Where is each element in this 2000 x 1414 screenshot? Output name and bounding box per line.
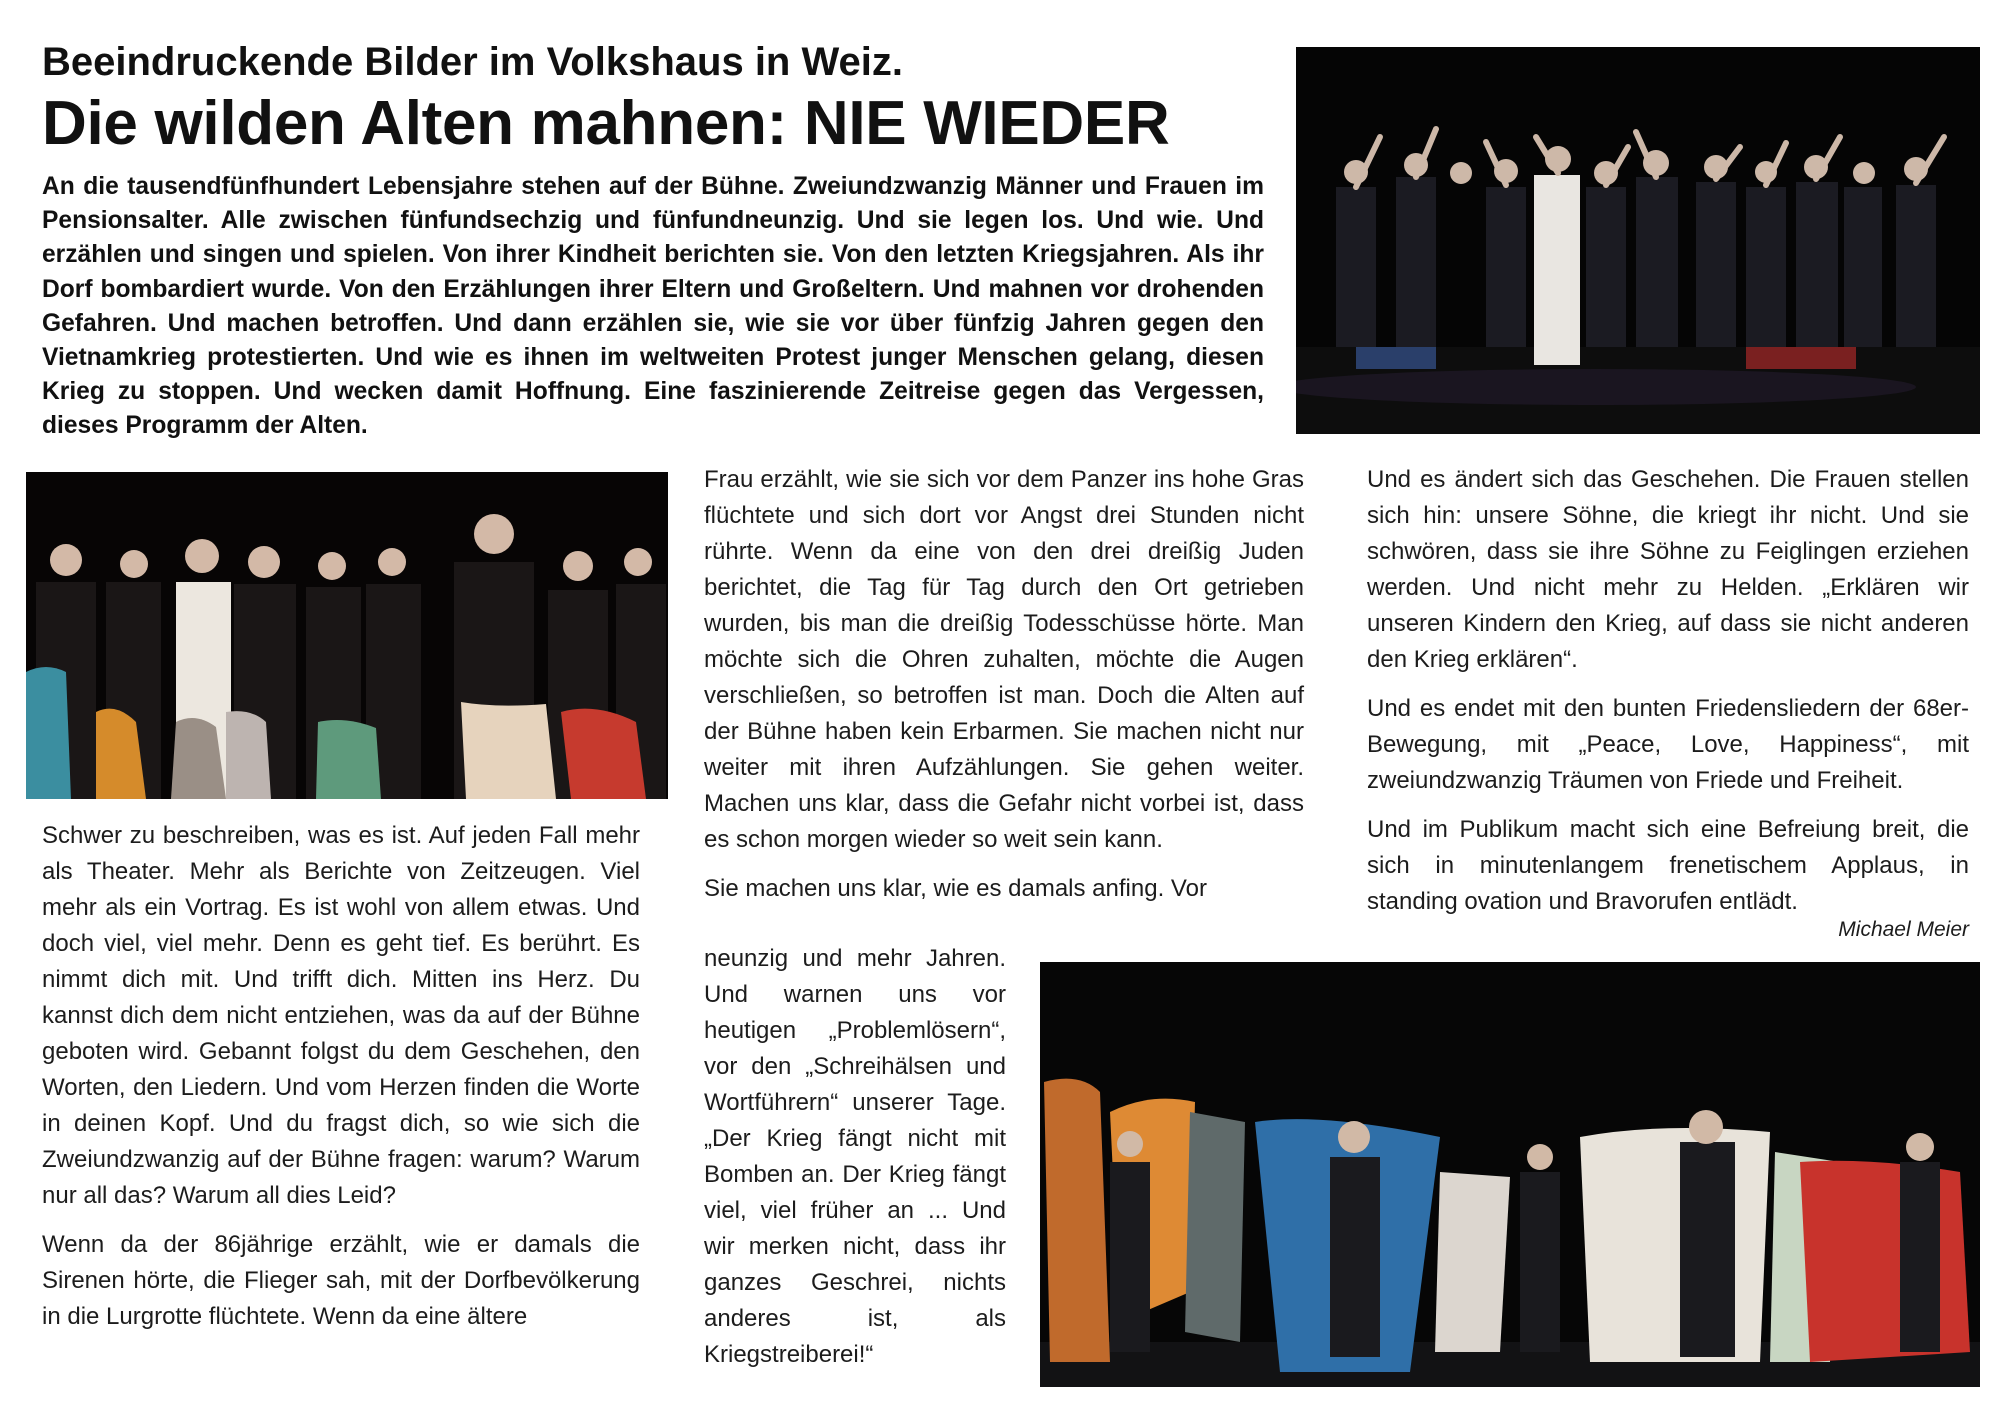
column-2-paragraph-2-start: Sie machen uns klar, wie es damals anfing. Vor (704, 875, 1207, 902)
column-1 (42, 818, 640, 1335)
column-3-paragraph-3: Und im Publikum macht sich eine Befreiung breit, die sich in minutenlangem frenetischem Applaus, in standing ovation und Bravorufen entlädt. (1367, 816, 1969, 915)
column-3-paragraph-2: Und es endet mit den bunten Friedensliedern der 68er-Bewegung, mit „Peace, Love, Happiness“, mit zweiundzwanzig Träumen von Friede und Freiheit. (1367, 695, 1969, 794)
column-2-paragraph-2-continued: neunzig und mehr Jahren. Und warnen uns vor heutigen „Problemlösern“, vor den „Schreihälsen und Wortführern“ unserer Tage. „Der Krieg fängt nicht mit Bomben an. Der Krieg fängt viel, viel früher an ... Und wir merken nicht, dass ihr ganzes Geschrei, nichts anderes ist, als Kriegstreiberei!“ (704, 945, 1006, 1368)
column-1-paragraph-2: Wenn da der 86jährige erzählt, wie er damals die Sirenen hörte, die Flieger sah, mit der Dorfbevölkerung in die Lurgrotte flüchtete. Wenn da eine ältere (42, 1231, 640, 1330)
column-1-paragraph-1: Schwer zu beschreiben, was es ist. Auf jeden Fall mehr als Theater. Mehr als Berichte von Zeitzeugen. Viel mehr als ein Vortrag. Es ist wohl von allem etwas. Und doch viel, viel mehr. Denn es geht tief. Es berührt. Es nimmt dich mit. Und trifft dich. Mitten ins Herz. Du kannst dich dem nicht entziehen, was da auf der Bühne geboten wird. Gebannt folgst du dem Geschehen, den Worten, den Liedern. Und vom Herzen finden die Worte in deinen Kopf. Und du fragst dich, so wie sich die Zweiundzwanzig auf der Bühne fragen: warum? Warum nur all das? Warum all dies Leid? (42, 822, 640, 1209)
column-2 (704, 462, 1304, 907)
photo-performers-with-flags-art (1040, 962, 1980, 1387)
photo-ensemble-raised-hands-art (1296, 47, 1980, 434)
article-lead: An die tausendfünfhundert Lebensjahre stehen auf der Bühne. Zweiundzwanzig Männer und Frauen im Pensionsalter. Alle zwischen fünfundsechzig und fünfundneunzig. Und sie legen los. Und wie. Und erzählen und singen und spielen. Von ihrer Kindheit berichten sie. Von den letzten Kriegsjahren. Als ihr Dorf bombardiert wurde. Von den Erzählungen ihrer Eltern und Großeltern. Und mahnen vor drohenden Gefahren. Und machen betroffen. Und dann erzählen sie, wie sie vor über fünfzig Jahren gegen den Vietnamkrieg protestierten. Und wie es ihnen im weltweiten Protest junger Menschen gelang, diesen Krieg zu stoppen. Und wecken damit Hoffnung. Eine faszinierende Zeitreise gegen das Vergessen, dieses Programm der Alten. (42, 173, 1264, 440)
photo-performers-with-cloths-art (26, 472, 668, 799)
column-2-paragraph-1: Frau erzählt, wie sie sich vor dem Panzer ins hohe Gras flüchtete und sich dort vor Angst drei Stunden nicht rührte. Wenn da eine von den drei dreißig Juden berichtet, die Tag für Tag durch den Ort getrieben wurden, bis man die dreißig Todesschüsse hörte. Man möchte sich die Ohren zuhalten, möchte die Augen verschließen, so betroffen ist man. Doch die Alten auf der Bühne haben kein Erbarmen. Sie machen nicht nur weiter mit ihren Aufzählungen. Sie gehen weiter. Machen uns klar, dass die Gefahr nicht vorbei ist, dass es schon morgen wieder so weit sein kann. (704, 466, 1304, 853)
column-2-narrow (704, 941, 1006, 1373)
column-3-paragraph-1: Und es ändert sich das Geschehen. Die Frauen stellen sich hin: unsere Söhne, die kriegt ihr nicht. Und sie schwören, dass sie ihre Söhne zu Feiglingen erziehen werden. Und nicht mehr zu Helden. „Erklären wir unseren Kindern den Krieg, auf dass sie nicht anderen den Krieg erklären“. (1367, 466, 1969, 673)
article-kicker: Beeindruckende Bilder im Volkshaus in Weiz. (42, 40, 903, 84)
photo-performers-with-flags (1040, 962, 1980, 1387)
photo-performers-with-cloths (26, 472, 668, 799)
author-byline: Michael Meier (1838, 918, 1969, 941)
article-headline: Die wilden Alten mahnen: NIE WIEDER (42, 89, 1170, 158)
column-3 (1367, 462, 1969, 920)
photo-ensemble-raised-hands (1296, 47, 1980, 434)
